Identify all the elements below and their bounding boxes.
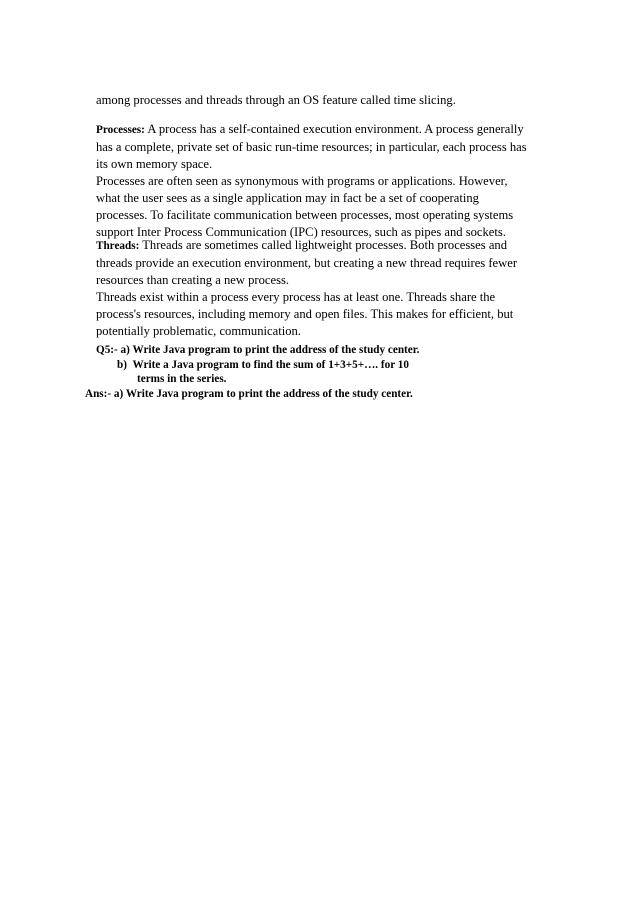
processes-line-1 [96, 121, 546, 139]
question-block [85, 343, 420, 401]
processes-line-6: processes. To facilitate communication between processes, most operating systems [96, 208, 514, 222]
threads-line-2: threads provide an execution environment, but creating a new thread requires fewer [96, 256, 518, 270]
question-b-continued: terms in the series. [137, 373, 227, 385]
threads-label: Threads: [96, 240, 140, 252]
threads-line-3: resources than creating a new process. [96, 273, 290, 287]
processes-line-3: its own memory space. [96, 157, 213, 171]
question-q5: Q5:- a) Write Java program to print the address of the study center. [96, 344, 420, 356]
threads-paragraph [96, 237, 546, 340]
intro-paragraph [96, 92, 546, 109]
question-b: b) Write a Java program to find the sum of 1+3+5+…. for 10 [117, 358, 409, 371]
processes-paragraph [96, 121, 546, 241]
intro-line: among processes and threads through an OS feature called time slicing. [96, 93, 456, 107]
threads-text-1: Threads are sometimes called lightweight processes. Both processes and [139, 238, 507, 252]
threads-line-4: Threads exist within a process every process has at least one. Threads share the [96, 290, 496, 304]
processes-line-7: support Inter Process Communication (IPC) resources, such as pipes and sockets. [96, 225, 506, 239]
processes-line-2: has a complete, private set of basic run-time resources; in particular, each process has [96, 140, 527, 154]
processes-label: Processes: [96, 124, 145, 136]
threads-line-1 [96, 237, 546, 255]
answer-line: Ans:- a) Write Java program to print the address of the study center. [85, 387, 413, 400]
threads-line-5: process's resources, including memory and open files. This makes for efficient, but [96, 307, 514, 321]
threads-line-6: potentially problematic, communication. [96, 324, 301, 338]
processes-line-5: what the user sees as a single application may in fact be a set of cooperating [96, 191, 479, 205]
processes-text-1: A process has a self-contained execution environment. A process generally [144, 122, 524, 136]
processes-line-4: Processes are often seen as synonymous with programs or applications. However, [96, 174, 508, 188]
